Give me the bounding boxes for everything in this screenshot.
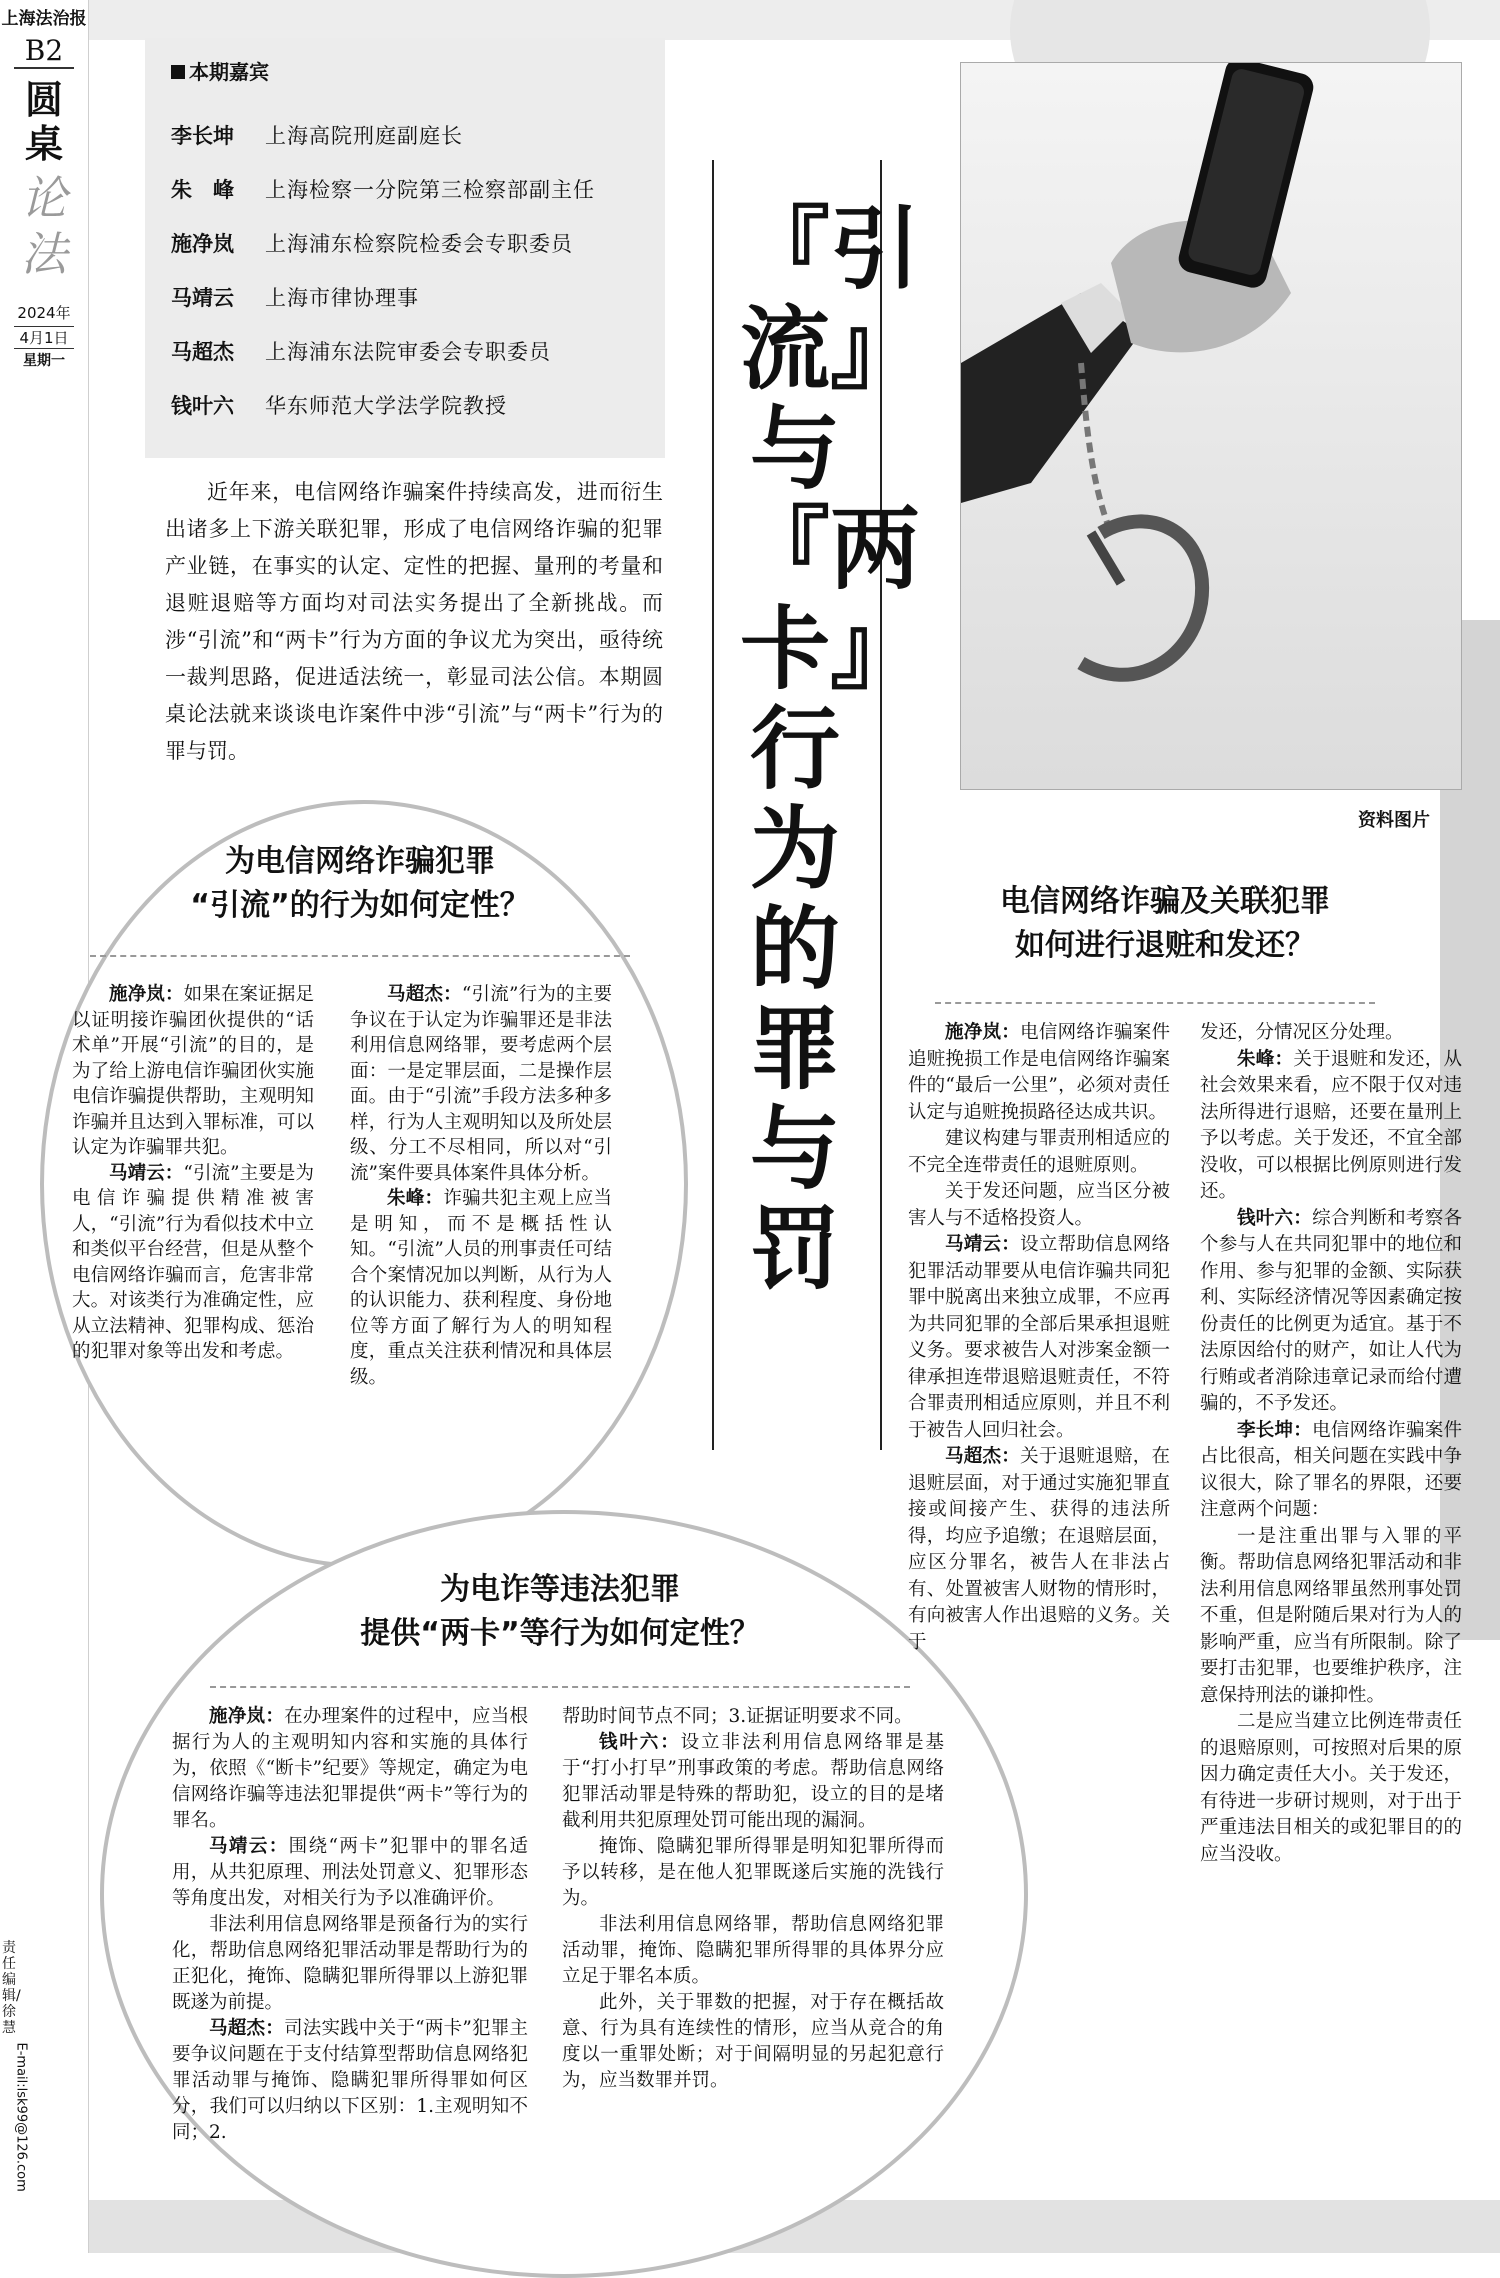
guest-title: 上海市律协理事 xyxy=(265,286,419,310)
guest-header-label: 本期嘉宾 xyxy=(189,60,269,84)
speech-text: 非法利用信息网络罪，帮助信息网络犯罪活动罪，掩饰、隐瞒犯罪所得罪的具体界分应立足于罪名本质。 xyxy=(562,1914,944,1987)
speech-text: 此外，关于罪数的把握，对于存在概括故意、行为具有连续性的情形，应当从竞合的角度以一重罪处断；对于间隔明显的另起犯意行为，应当数罪并罚。 xyxy=(562,1992,944,2091)
paper-name: 上海法治报 xyxy=(1,9,87,29)
photo-caption: 资料图片 xyxy=(1358,810,1430,831)
divider xyxy=(935,1002,1375,1004)
section2-col2 xyxy=(1200,1020,1462,1868)
divider xyxy=(210,1686,910,1688)
guest-row xyxy=(171,228,573,258)
column-name-top: 圆桌 xyxy=(24,77,63,166)
headline: 『引流』与『两卡』行为的罪与罚 xyxy=(740,197,920,1302)
section1-title xyxy=(80,840,640,928)
speaker-name: 施净岚： xyxy=(109,984,184,1005)
speech-text: “引流”行为的主要争议在于认定为诈骗罪还是非法利用信息网络罪，要考虑两个层面：一是定罪层面，二是操作层面。由于“引流”手段方法多种多样，行为人主观明知以及所处层级、分工不尽相同，所以对“引流”案件要具体案件具体分析。 xyxy=(350,984,612,1184)
editor-email: E-mail:lsk99@126.com xyxy=(13,2042,29,2192)
black-square-icon xyxy=(171,65,185,79)
guest-name: 马超杰 xyxy=(171,340,234,364)
intro-text: 近年来，电信网络诈骗案件持续高发，进而衍生出诸多上下游关联犯罪，形成了电信网络诈骗的犯罪产业链，在事实的认定、定性的把握、量刑的考量和退赃退赔等方面均对司法实务提出了全新挑战。而涉“引流”和“两卡”行为方面的争议尤为突出，亟待统一裁判思路，促进适法统一，彰显司法公信。本期圆桌论法就来谈谈电诈案件中涉“引流”与“两卡”行为的罪与罚。 xyxy=(165,480,663,763)
speech-text: 非法利用信息网络罪是预备行为的实行化，帮助信息网络犯罪活动罪是帮助行为的正犯化，掩饰、隐瞒犯罪所得罪以上游犯罪既遂为前提。 xyxy=(172,1914,528,2013)
speaker-name: 马靖云： xyxy=(209,1836,289,1857)
guest-box xyxy=(145,38,665,458)
guest-name: 李长坤 xyxy=(171,124,234,148)
guest-title: 上海浦东法院审委会专职委员 xyxy=(265,340,551,364)
speech-text: 司法实践中关于“两卡”犯罪主要争议问题在于支付结算型帮助信息网络犯罪活动罪与掩饰、隐瞒犯罪所得罪如何区分，我们可以归纳以下区别：1.主观明知不同；2. xyxy=(172,2018,528,2143)
section3-col1 xyxy=(172,1704,528,2146)
guest-title: 上海检察一分院第三检察部副主任 xyxy=(265,178,595,202)
column-name-bottom: 论法 xyxy=(21,171,67,281)
speech-text: 发还，分情况区分处理。 xyxy=(1200,1022,1404,1043)
speaker-name: 钱叶六： xyxy=(1237,1207,1313,1229)
section1-col2 xyxy=(350,982,612,1390)
speech-text: 诈骗共犯主观上应当是明知，而不是概括性认知。“引流”人员的刑事责任可结合个案情况加以判断，从行为人的认识能力、获利程度、身份地位等方面了解行为人的明知程度，重点关注获利情况和具体层级。 xyxy=(350,1188,612,1388)
speech-text: 电信网络诈骗案件占比很高，相关问题在实践中争议很大，除了罪名的界限，还要注意两个问题： xyxy=(1200,1419,1462,1520)
section1-title-line1: 为电信网络诈骗犯罪 xyxy=(225,844,495,879)
photo xyxy=(960,62,1462,790)
section1-col1 xyxy=(72,982,314,1365)
section2-title-line2: 如何进行退赃和发还？ xyxy=(1015,928,1315,963)
speaker-name: 马靖云： xyxy=(109,1162,184,1184)
speaker-name: 施净岚： xyxy=(945,1022,1021,1043)
guest-row xyxy=(171,120,463,150)
speech-text: 综合判断和考察各个参与人在共同犯罪中的地位和作用、参与犯罪的金额、实际获利、实际经济情况等因素确定按份责任的比例更为适宜。基于不法原因给付的财产，如让人代为行贿或者消除违章记录而给付遭骗的，不予发还。 xyxy=(1200,1207,1462,1414)
guest-name: 朱 峰 xyxy=(171,178,234,202)
section3-title-line2: 提供“两卡”等行为如何定性？ xyxy=(360,1616,760,1651)
guest-name: 施净岚 xyxy=(171,232,234,256)
editor-credit: 责任编辑/徐慧 xyxy=(2,1940,21,2036)
guest-row xyxy=(171,282,419,312)
guest-row xyxy=(171,174,595,204)
guest-header xyxy=(171,56,269,85)
guest-row xyxy=(171,390,507,420)
speaker-name: 朱峰： xyxy=(1237,1048,1294,1070)
speaker-name: 钱叶六： xyxy=(599,1732,681,1753)
speech-text: 一是注重出罪与入罪的平衡。帮助信息网络犯罪活动和非法利用信息网络罪虽然刑事处罚不重，但是附随后果对行为人的影响严重，应当有所限制。除了要打击犯罪，也要维护秩序，注意保持刑法的谦抑性。 xyxy=(1200,1525,1462,1706)
issue-weekday: 星期一 xyxy=(23,353,65,369)
speech-text: “引流”主要是为电信诈骗提供精准被害人，“引流”行为看似技术中立和类似平台经营，但是从整个电信网络诈骗而言，危害非常大。对该类行为准确定性，应从立法精神、犯罪构成、惩治的犯罪对象等出发和考虑。 xyxy=(72,1162,314,1362)
speaker-name: 朱峰： xyxy=(387,1188,444,1209)
guest-title: 上海高院刑庭副庭长 xyxy=(265,124,463,148)
section2-col1 xyxy=(908,1020,1170,1656)
speech-text: 帮助时间节点不同；3.证据证明要求不同。 xyxy=(562,1706,913,1727)
divider xyxy=(90,955,630,957)
speech-text: 设立非法利用信息网络罪是基于“打小打早”刑事政策的考虑。帮助信息网络犯罪活动罪是特殊的帮助犯，设立的目的是堵截利用共犯原理处罚可能出现的漏洞。 xyxy=(562,1732,944,1831)
intro-paragraph xyxy=(165,474,663,770)
speech-text: 二是应当建立比例连带责任的退赔原则，可按照对后果的原因力确定责任大小。关于发还，有待进一步研讨规则，对于出于严重违法目相关的或犯罪目的的应当没收。 xyxy=(1200,1711,1462,1865)
speaker-name: 马靖云： xyxy=(945,1234,1021,1255)
speech-text: 关于退赃和发还，从社会效果来看，应不限于仅对违法所得进行退赔，还要在量刑上予以考虑。关于发还，不宜全部没收，可以根据比例原则进行发还。 xyxy=(1200,1048,1462,1202)
section2-title-line1: 电信网络诈骗及关联犯罪 xyxy=(1000,884,1330,919)
guest-title: 上海浦东检察院检委会专职委员 xyxy=(265,232,573,256)
section3-title xyxy=(240,1568,880,1656)
speech-text: 关于退赃退赔，在退赃层面，对于通过实施犯罪直接或间接产生、获得的违法所得，均应予追缴；在退赔层面，应区分罪名，被告人在非法占有、处置被害人财物的情形时，有向被害人作出退赔的义务。关于 xyxy=(908,1446,1170,1653)
section2-title xyxy=(930,880,1400,968)
guest-name: 钱叶六 xyxy=(171,394,234,418)
headline-rule xyxy=(712,160,714,1450)
speaker-name: 马超杰： xyxy=(945,1446,1021,1467)
speaker-name: 李长坤： xyxy=(1237,1419,1313,1441)
page-number: B2 xyxy=(14,34,74,69)
speaker-name: 施净岚： xyxy=(209,1706,285,1727)
section1-title-line2: “引流”的行为如何定性？ xyxy=(190,888,530,923)
speech-text: 在办理案件的过程中，应当根据行为人的主观明知内容和实施的具体行为，依照《“断卡”纪要》等规定，确定为电信网络诈骗等违法犯罪提供“两卡”等行为的罪名。 xyxy=(172,1706,528,1831)
speech-text: 设立帮助信息网络犯罪活动罪要从电信诈骗共同犯罪中脱离出来独立成罪，不应再为共同犯罪的全部后果承担退赃义务。要求被告人对涉案金额一律承担连带退赔退赃责任，不符合罪责刑相适应原则，并且不利于被告人回归社会。 xyxy=(908,1234,1170,1441)
guest-row xyxy=(171,336,551,366)
speech-text: 如果在案证据足以证明接诈骗团伙提供的“话术单”开展“引流”的目的，是为了给上游电信诈骗团伙实施电信诈骗提供帮助，主观明知诈骗并且达到入罪标准，可以认定为诈骗罪共犯。 xyxy=(72,984,314,1158)
speaker-name: 马超杰： xyxy=(387,984,462,1005)
hand-phone-handcuff-illustration xyxy=(961,63,1461,789)
section3-title-line1: 为电诈等违法犯罪 xyxy=(440,1572,680,1607)
section3-col2 xyxy=(562,1704,944,2094)
speech-text: 电信网络诈骗案件追赃挽损工作是电信网络诈骗案件的“最后一公里”，必须对责任认定与追赃挽损路径达成共识。 xyxy=(908,1022,1170,1123)
speech-text: 建议构建与罪责刑相适应的不完全连带责任的退赃原则。 xyxy=(908,1128,1170,1176)
issue-date: 4月1日 xyxy=(14,326,74,349)
speech-text: 围绕“两卡”犯罪中的罪名适用，从共犯原理、刑法处罚意义、犯罪形态等角度出发，对相关行为予以准确评价。 xyxy=(172,1836,528,1909)
speaker-name: 马超杰： xyxy=(209,2018,284,2039)
guest-name: 马靖云 xyxy=(171,286,234,310)
speech-text: 关于发还问题，应当区分被害人与不适格投资人。 xyxy=(908,1181,1170,1229)
speech-text: 掩饰、隐瞒犯罪所得罪是明知犯罪所得而予以转移，是在他人犯罪既遂后实施的洗钱行为。 xyxy=(562,1836,944,1909)
guest-title: 华东师范大学法学院教授 xyxy=(265,394,507,418)
issue-year: 2024年 xyxy=(17,304,71,322)
